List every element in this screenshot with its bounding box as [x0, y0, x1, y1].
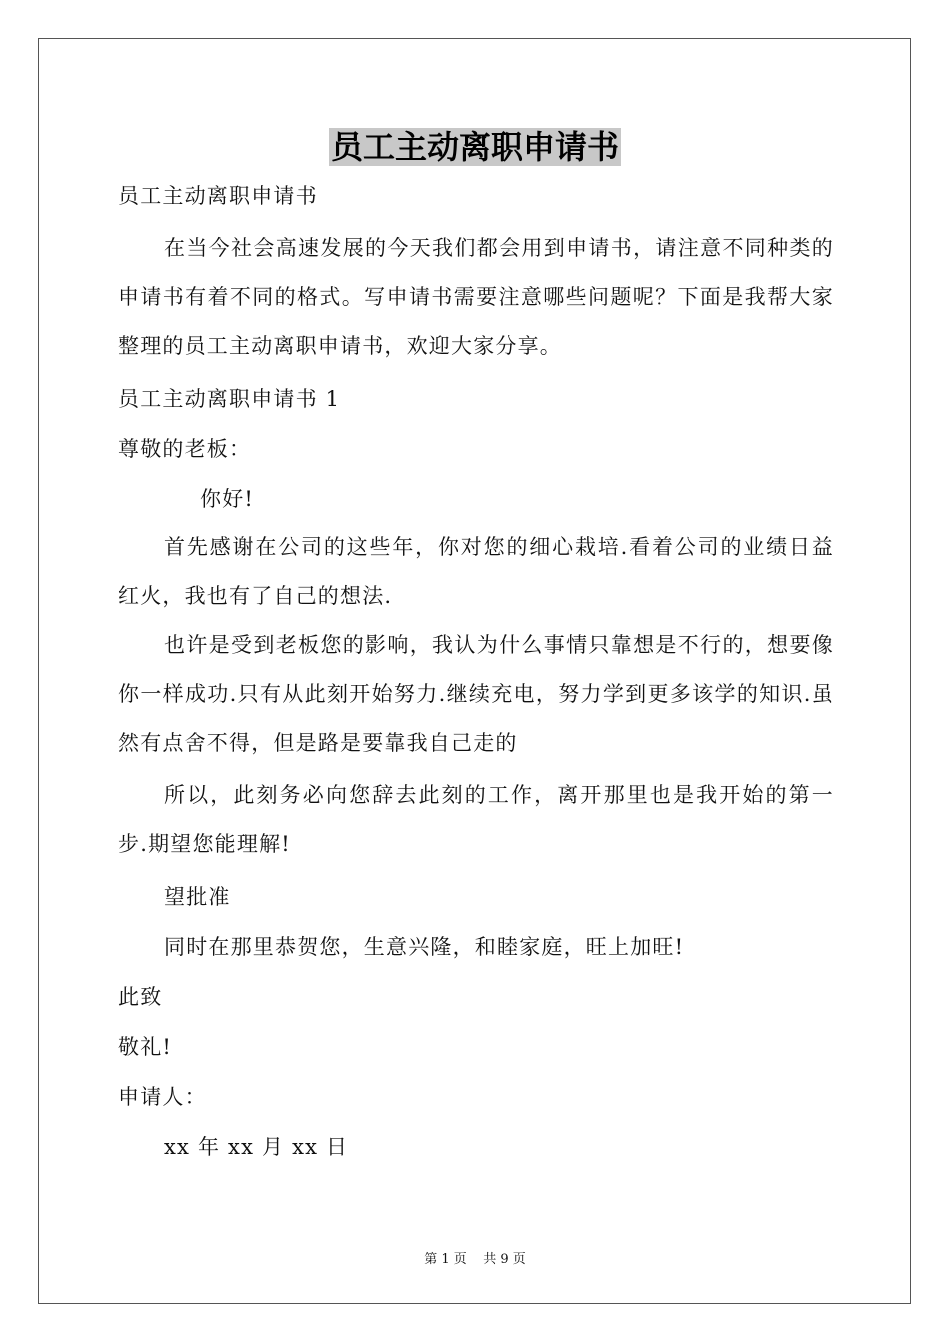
- title-text: 员工主动离职申请书: [330, 128, 619, 166]
- subtitle-line: 员工主动离职申请书: [118, 184, 318, 208]
- date-line: xx 年 xx 月 xx 日: [164, 1135, 349, 1159]
- paragraph-thanks: 首先感谢在公司的这些年，你对您的细心栽培.看着公司的业绩日益红火，我也有了自己的想法.: [118, 535, 834, 608]
- paragraph-resign: 所以，此刻务必向您辞去此刻的工作，离开那里也是我开始的第一步.期望您能理解!: [118, 783, 834, 856]
- section-heading: 员工主动离职申请书 1: [118, 387, 341, 411]
- page-number-footer: 第 1 页 共 9 页: [424, 1252, 526, 1267]
- closing-line-1: 此致: [118, 985, 163, 1009]
- closing-line-2: 敬礼!: [118, 1035, 173, 1059]
- intro-paragraph: 在当今社会高速发展的今天我们都会用到申请书，请注意不同种类的申请书有着不同的格式。写申请书需要注意哪些问题呢？下面是我帮大家整理的员工主动离职申请书，欢迎大家分享。: [118, 236, 834, 358]
- approval-line: 望批准: [164, 885, 231, 909]
- paragraph-reason: 也许是受到老板您的影响，我认为什么事情只靠想是不行的，想要像你一样成功.只有从此刻开始努力.继续充电，努力学到更多该学的知识.虽然有点舍不得，但是路是要靠我自己走的: [118, 633, 834, 755]
- document-title: [0, 127, 950, 167]
- wishes-line: 同时在那里恭贺您，生意兴隆，和睦家庭，旺上加旺!: [164, 935, 685, 959]
- salutation: 尊敬的老板：: [118, 437, 252, 461]
- applicant-line: 申请人：: [118, 1085, 207, 1109]
- greeting: 你好!: [200, 487, 255, 511]
